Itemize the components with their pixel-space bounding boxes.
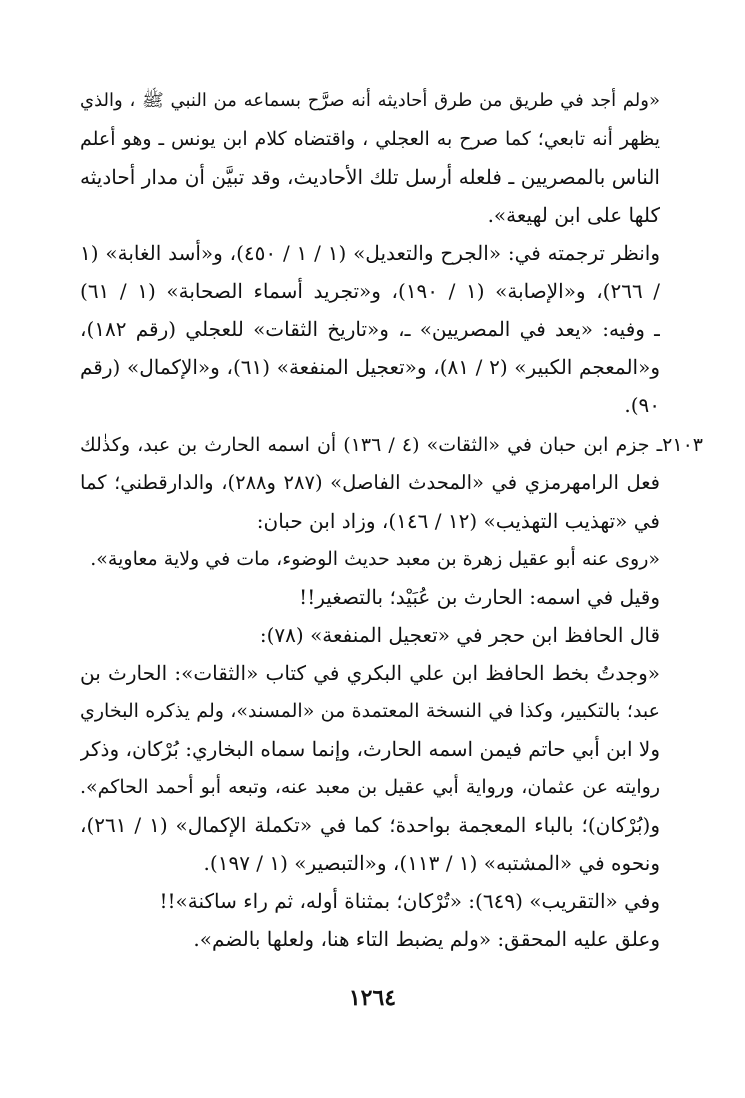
text-line-18: ولا ابن أبي حاتم فيمن اسمه الحارث، وإنما سماه البخاري: بُرْكان، وذكر <box>80 737 660 761</box>
text-line-6: / ٢٦٦)، و«الإصابة» (١ / ١٩٠)، و«تجريد أسماء الصحابة» (١ / ٦١) <box>80 279 660 303</box>
text-line-9: ٩٠). <box>624 393 660 417</box>
text-line-2: يظهر أنه تابعي؛ كما صرح به العجلي ، واقتضاه كلام ابن يونس ـ وهو أعلم <box>80 128 660 150</box>
text-line-19: روايته عن عثمان، ورواية أبي عقيل بن معبد عنه، وتبعه أبو أحمد الحاكم». <box>80 776 660 798</box>
text-line-20: و(بُرْكان)؛ بالباء المعجمة بواحدة؛ كما في «تكملة الإكمال» (١ / ٢٦١)، <box>80 813 660 837</box>
text-line-12: في «تهذيب التهذيب» (١٢ / ١٤٦)، وزاد ابن حبان: <box>256 509 660 533</box>
page-number: ١٢٦٤ <box>348 985 397 1011</box>
text-line-8: و«المعجم الكبير» (٢ / ٨١)، و«تعجيل المنفعة» (٦١)، و«الإكمال» (رقم <box>80 355 660 379</box>
text-line-7: ـ وفيه: «يعد في المصريين» ـ، و«تاريخ الثقات» للعجلي (رقم ١٨٢)، <box>80 317 660 341</box>
text-line-14: وقيل في اسمه: الحارث بن عُبَيْد؛ بالتصغير!! <box>299 585 660 609</box>
text-line-23: وعلق عليه المحقق: «ولم يضبط التاء هنا، ولعلها بالضم». <box>193 927 660 951</box>
text-line-17: عبد؛ بالتكبير، وكذا في النسخة المعتمدة من «المسند»، ولم يذكره البخاري <box>80 700 660 722</box>
text-line-1: «ولم أجد في طريق من طرق أحاديثه أنه صرَّح بسماعه من النبي ﷺ ، والذي <box>80 90 660 111</box>
text-line-5: وانظر ترجمته في: «الجرح والتعديل» (١ / ١ / ٤٥٠)، و«أسد الغابة» (١ <box>80 241 660 265</box>
text-line-11: فعل الرامهرمزي في «المحدث الفاصل» (٢٨٧ و٢٨٨)، والدارقطني؛ كما <box>80 471 660 494</box>
text-line-3: الناس بالمصريين ـ فلعله أرسل تلك الأحاديث، وقد تبيَّن أن مدار أحاديثه <box>80 165 660 189</box>
text-line-21: ونحوه في «المشتبه» (١ / ١١٣)، و«التبصير» (١ / ١٩٧). <box>203 851 660 875</box>
text-line-16: «وجدتُ بخط الحافظ ابن علي البكري في كتاب «الثقات»: الحارث بن <box>80 661 660 685</box>
entry-2103-heading: ٢١٠٣ـ جزم ابن حبان في «الثقات» (٤ / ١٣٦) أن اسمه الحارث بن عبد، وكذٰلك <box>80 434 703 456</box>
text-line-22: وفي «التقريب» (٦٤٩): «تُرْكان؛ بمثناة أوله، ثم راء ساكنة»!! <box>159 889 660 913</box>
text-line-13: «روى عنه أبو عقيل زهرة بن معبد حديث الوضوء، مات في ولاية معاوية». <box>90 548 660 570</box>
text-line-4: كلها على ابن لهيعة». <box>487 203 660 227</box>
text-line-15: قال الحافظ ابن حجر في «تعجيل المنفعة» (٧٨): <box>259 623 660 647</box>
